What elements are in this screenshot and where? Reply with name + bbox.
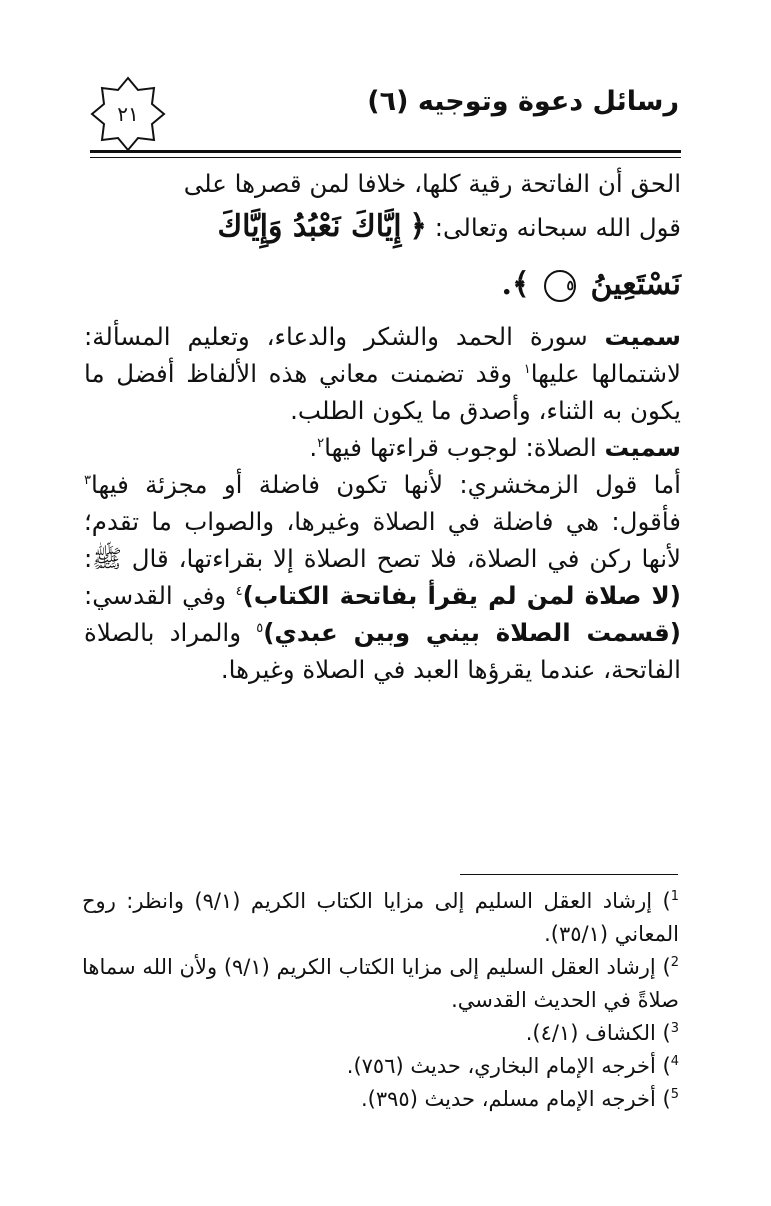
footnote-item: $^3$) الكشاف (٤/١). (525, 1021, 679, 1045)
page-number: ٢١ (117, 102, 139, 126)
paragraph-2: سميت سورة الحمد والشكر والدعاء، وتعليم المسألة: لاشتمالها عليها$^١$ وقد تضمنت معاني هذه الألفاظ أفضل ما يكون به الثناء، وأصدق ما يكون الطلب. (84, 322, 681, 425)
paragraph-1-verse-line: قول الله سبحانه وتعالى: ﴿ إِيَّاكَ نَعْبُدُ وَإِيَّاكَ (217, 209, 681, 244)
hadith-quote-1: (لا صلاة لمن لم يقرأ بفاتحة الكتاب) (242, 581, 681, 610)
footnote-ref-4: ٤ (235, 583, 243, 599)
footnote-ref-2: ٢ (317, 435, 325, 451)
footnote-item: $^5$) أخرجه الإمام مسلم، حديث (٣٩٥). (360, 1087, 679, 1111)
footnote-separator (460, 874, 678, 875)
footnote-item: $^1$) إرشاد العقل السليم إلى مزايا الكتاب الكريم (٩/١) وانظر: روح المعاني (٣٥/١). (82, 889, 679, 946)
paragraph-4: أما قول الزمخشري: لأنها تكون فاضلة أو مجزئة فيها$^٣$ فأقول: هي فاضلة في الصلاة وغيرها، والصواب ما تقدم؛ لأنها ركن في الصلاة، فلا تصح الصلاة إلا بقراءتها، قال ﷺ: (لا صلاة لمن لم يقرأ بفاتحة الكتاب)$^٤$ وفي القدسي: (قسمت الصلاة بيني وبين عبدي)$^٥$ والمراد بالصلاة الفاتحة، عندما يقرؤها العبد في الصلاة وغيرها. (84, 470, 681, 684)
verse-number-icon: ٥ (544, 270, 576, 302)
page-number-badge (88, 74, 168, 154)
verse-open-bracket: ﴿ (409, 209, 427, 244)
footnote-ref-3: ٣ (84, 472, 91, 488)
footnote-ref-5: ٥ (256, 620, 264, 636)
quran-verse-part2: نَسْتَعِينُ (590, 267, 681, 302)
quran-verse-part1: إِيَّاكَ نَعْبُدُ وَإِيَّاكَ (217, 209, 402, 244)
header-rule-thick (90, 150, 681, 153)
paragraph-1: الحق أن الفاتحة رقية كلها، خلافا لمن قصرها على (183, 169, 681, 198)
header-rule-thin (90, 157, 681, 158)
verse-close-bracket: ﴾. (501, 267, 530, 302)
quran-verse-line2 (84, 260, 681, 310)
footnote-ref-1: ١ (523, 361, 531, 377)
footnotes (82, 885, 679, 1116)
running-header-title: رسائل دعوة وتوجيه (٦) (367, 86, 679, 117)
paragraph-3: سميت الصلاة: لوجوب قراءتها فيها$^٢$. (309, 433, 681, 462)
footnote-item: $^2$) إرشاد العقل السليم إلى مزايا الكتاب الكريم (٩/١) ولأن الله سماها صلاةً في الحديث القدسي. (82, 955, 679, 1012)
footnote-item: $^4$) أخرجه الإمام البخاري، حديث (٧٥٦). (346, 1054, 679, 1078)
main-text (84, 165, 681, 688)
hadith-quote-2: (قسمت الصلاة بيني وبين عبدي) (263, 618, 681, 647)
